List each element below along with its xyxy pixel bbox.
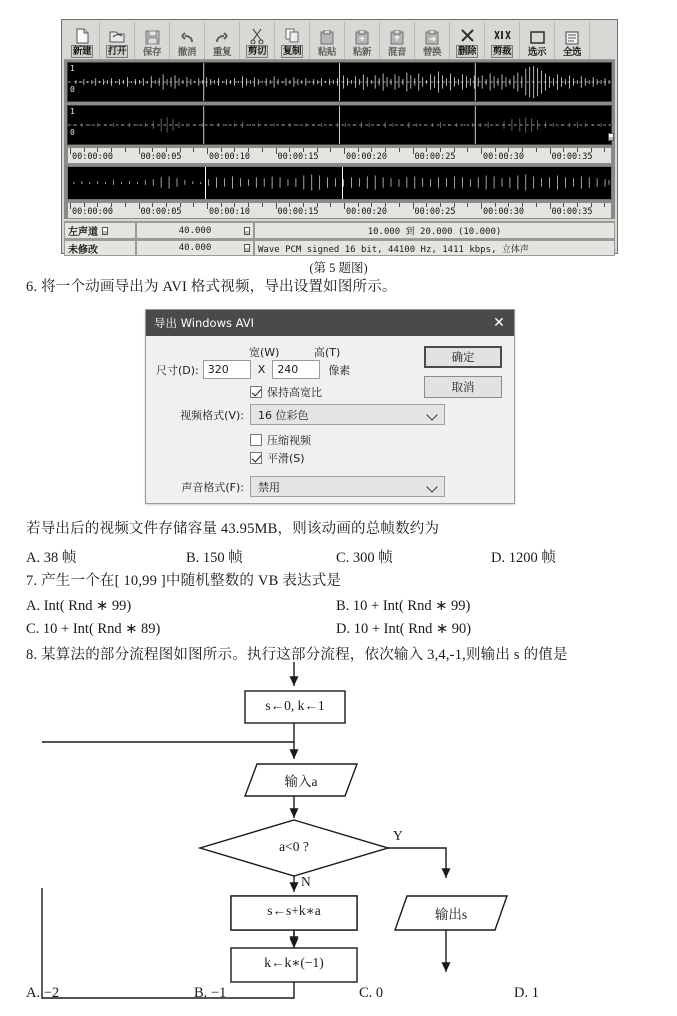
status-total-length-text: 40.000 — [178, 225, 212, 236]
timeline-ruler-overview[interactable] — [67, 202, 612, 219]
ruler-minor-tick — [467, 203, 468, 207]
wave-scale-top-left: 1 — [70, 64, 75, 73]
paste-new-icon — [354, 29, 371, 46]
question-7-stem: 7. 产生一个在[ 10,99 ]中随机整数的 VB 表达式是 — [26, 573, 342, 589]
toolbar-label-select-view: 选示 — [527, 47, 547, 58]
question-7-options-row-2 — [26, 621, 657, 638]
ruler-minor-tick — [604, 203, 605, 207]
audio-editor-window — [61, 19, 618, 254]
ruler-major-tick — [70, 148, 71, 154]
toolbar-button-paste-new[interactable] — [345, 22, 380, 59]
checkbox-box-icon — [250, 434, 262, 446]
resize-grip-icon — [102, 227, 108, 235]
ok-button[interactable]: 确定 — [424, 346, 502, 368]
pixel-unit-label: 像素 — [328, 363, 351, 377]
select-all-icon — [564, 29, 581, 46]
audio-format-select[interactable] — [250, 476, 445, 497]
ruler-minor-tick — [193, 148, 194, 152]
keep-aspect-ratio-checkbox[interactable] — [250, 384, 322, 400]
toolbar-button-redo[interactable] — [205, 22, 240, 59]
trim-icon — [494, 27, 511, 44]
dialog-body — [146, 336, 514, 503]
chevron-down-icon — [428, 482, 438, 492]
overview-selection-start-marker — [205, 167, 206, 199]
resize-grip-icon — [244, 227, 250, 235]
ruler-major-tick — [550, 148, 551, 154]
video-format-select[interactable] — [250, 404, 445, 425]
ruler-major-tick — [481, 203, 482, 209]
keep-aspect-ratio-label: 保持高宽比 — [267, 386, 322, 399]
ruler-minor-tick — [330, 203, 331, 207]
width-column-header: 宽(W) — [249, 346, 280, 359]
toolbar-button-new[interactable] — [65, 22, 100, 59]
status-file-length — [136, 240, 254, 256]
toolbar-label-paste-new: 粘新 — [352, 47, 372, 58]
paste-icon — [319, 29, 336, 46]
toolbar-label-redo: 重复 — [212, 47, 232, 58]
width-input[interactable]: 320 — [203, 360, 251, 379]
ruler-time-label: 00:00:05 — [140, 152, 182, 162]
replace-icon — [424, 29, 441, 46]
status-channel — [64, 222, 136, 239]
toolbar-button-replace[interactable] — [415, 22, 450, 59]
question-8-option-d: D. 1 — [514, 985, 539, 1001]
avi-export-dialog — [145, 309, 515, 504]
toolbar-label-paste: 粘贴 — [317, 47, 337, 58]
toolbar-button-paste[interactable] — [310, 22, 345, 59]
ruler-time-label: 00:00:15 — [277, 152, 319, 162]
ruler-major-tick — [413, 203, 414, 209]
dialog-title-text: 导出 Windows AVI — [154, 316, 255, 330]
status-bar — [64, 221, 615, 256]
ruler-minor-tick — [330, 148, 331, 152]
save-disk-icon — [144, 29, 161, 46]
question-6-option-d: D. 1200 帧 — [491, 550, 556, 566]
question-6-options — [26, 546, 657, 567]
open-folder-icon — [109, 27, 126, 44]
waveform-channel-left[interactable] — [67, 62, 612, 102]
height-column-header: 高(T) — [314, 346, 341, 359]
height-input[interactable]: 240 — [272, 360, 320, 379]
toolbar-button-save[interactable] — [135, 22, 170, 59]
question-6-followup: 若导出后的视频文件存储容量 43.95MB，则该动画的总帧数约为 — [26, 521, 440, 537]
new-file-icon — [74, 27, 91, 44]
smooth-checkbox[interactable] — [250, 450, 305, 466]
toolbar-label-cut: 剪切 — [247, 46, 267, 57]
smooth-label: 平滑(S) — [267, 452, 305, 465]
toolbar-button-open[interactable] — [100, 22, 135, 59]
ruler-major-tick — [550, 203, 551, 209]
waveform-overview[interactable] — [67, 166, 612, 200]
toolbar-label-replace: 替换 — [422, 47, 442, 58]
ruler-minor-tick — [262, 148, 263, 152]
ruler-time-label: 00:00:25 — [414, 207, 456, 217]
question-7-option-a: A. Int( Rnd ∗ 99) — [26, 598, 132, 614]
toolbar-label-open: 打开 — [107, 46, 127, 57]
ruler-major-tick — [207, 148, 208, 154]
toolbar-button-select-view[interactable] — [520, 22, 555, 59]
compress-video-checkbox[interactable] — [250, 432, 311, 448]
question-8-stem: 8. 某算法的部分流程图如图所示。执行这部分流程，依次输入 3,4,-1,则输出 s 的值是 — [26, 647, 568, 663]
ruler-time-label: 00:00:10 — [209, 207, 250, 217]
flow-node-input: 输入a — [284, 774, 318, 789]
checkbox-box-icon — [250, 452, 262, 464]
ruler-time-label: 00:00:35 — [551, 207, 593, 217]
question-8-option-c: C. 0 — [359, 985, 384, 1001]
ruler-minor-tick — [536, 148, 537, 152]
status-selection — [254, 222, 615, 239]
question-7-option-d: D. 10 + Int( Rnd ∗ 90) — [336, 621, 472, 637]
ruler-time-label: 00:00:25 — [414, 152, 456, 162]
status-selection-text: 10.000 到 20.000 (10.000) — [367, 227, 502, 237]
question-8-option-b: B. −1 — [194, 985, 227, 1001]
flow-branch-yes-label: Y — [393, 828, 403, 843]
copy-icon — [284, 27, 301, 44]
question-6-stem: 6. 将一个动画导出为 AVI 格式视频，导出设置如图所示。 — [26, 279, 397, 295]
chevron-down-icon — [428, 410, 438, 420]
resize-grip-icon — [244, 244, 250, 252]
audio-format-value: 禁用 — [258, 480, 280, 494]
ruler-major-tick — [139, 148, 140, 154]
question-7-option-c: C. 10 + Int( Rnd ∗ 89) — [26, 621, 161, 637]
status-audio-format-text: Wave PCM signed 16 bit, 44100 Hz, 1411 kbps, 立体声 — [258, 244, 529, 255]
status-channel-text: 左声道 — [68, 227, 98, 238]
ruler-time-label: 00:00:30 — [483, 207, 524, 217]
toolbar-button-cut[interactable] — [240, 22, 275, 59]
ruler-minor-tick — [467, 148, 468, 152]
audio-editor-toolbar — [64, 22, 615, 60]
toolbar-label-trim: 剪裁 — [492, 46, 512, 57]
toolbar-button-trim[interactable] — [485, 22, 520, 59]
question-8-flowchart — [26, 660, 651, 980]
undo-arrow-icon — [179, 29, 196, 46]
flow-node-output: 输出s — [434, 907, 468, 922]
ruler-minor-tick — [262, 203, 263, 207]
ruler-major-tick — [139, 203, 140, 209]
ruler-minor-tick — [399, 148, 400, 152]
toolbar-button-mix[interactable] — [380, 22, 415, 59]
status-total-length — [136, 222, 254, 239]
ruler-time-label: 00:00:20 — [346, 207, 387, 217]
delete-x-icon — [459, 27, 476, 44]
redo-arrow-icon — [214, 29, 231, 46]
waveform-area — [64, 60, 615, 219]
ruler-minor-tick — [399, 203, 400, 207]
flow-node-condition: a<0 ? — [279, 839, 309, 854]
compress-video-label: 压缩视频 — [267, 434, 311, 447]
toolbar-button-undo[interactable] — [170, 22, 205, 59]
question-7-option-b: B. 10 + Int( Rnd ∗ 99) — [336, 598, 471, 614]
question-8-options — [26, 985, 657, 1002]
select-view-icon — [529, 29, 546, 46]
wave-scale-bottom-right: 0 — [70, 128, 75, 137]
ruler-time-label: 00:00:35 — [551, 152, 593, 162]
ruler-major-tick — [344, 148, 345, 154]
toolbar-button-select-all[interactable] — [555, 22, 590, 59]
waveform-channel-right[interactable] — [67, 105, 612, 145]
close-icon[interactable]: ✕ — [493, 315, 505, 331]
ruler-time-label: 00:00:20 — [346, 152, 387, 162]
ruler-major-tick — [344, 203, 345, 209]
question-6-option-a: A. 38 帧 — [26, 550, 77, 566]
flow-node-flip: k←k∗(−1) — [264, 955, 324, 970]
status-row-bottom — [64, 239, 615, 256]
ruler-major-tick — [276, 148, 277, 154]
size-label: 尺寸(D): — [156, 363, 199, 377]
overview-selection-end-marker — [342, 167, 343, 199]
question-7-options-row-1 — [26, 598, 657, 615]
ruler-minor-tick — [125, 148, 126, 152]
wave-scale-bottom-left: 0 — [70, 85, 75, 94]
flow-branch-no-label: N — [301, 874, 311, 889]
mix-paste-icon — [389, 29, 406, 46]
status-audio-format — [254, 240, 615, 256]
ruler-time-label: 00:00:05 — [140, 207, 182, 217]
ruler-time-label: 00:00:10 — [209, 152, 250, 162]
toolbar-label-copy: 复制 — [282, 46, 302, 57]
video-format-value: 16 位彩色 — [258, 408, 309, 422]
audio-format-row — [156, 476, 445, 497]
figure-caption-5: (第 5 题图) — [309, 261, 368, 275]
question-6-option-b: B. 150 帧 — [186, 550, 243, 566]
ruler-time-label: 00:00:00 — [72, 152, 113, 162]
timeline-ruler-main[interactable] — [67, 147, 612, 164]
video-format-label: 视频格式(V): — [180, 408, 244, 422]
ruler-minor-tick — [193, 203, 194, 207]
cancel-button[interactable]: 取消 — [424, 376, 502, 398]
ruler-major-tick — [481, 148, 482, 154]
question-6-option-c: C. 300 帧 — [336, 550, 393, 566]
scissors-icon — [249, 27, 266, 44]
toolbar-label-new: 新建 — [72, 46, 92, 57]
ruler-major-tick — [70, 203, 71, 209]
ruler-time-label: 00:00:15 — [277, 207, 319, 217]
status-modified-text: 未修改 — [68, 244, 98, 256]
flow-node-accumulate: s←s+k∗a — [267, 903, 321, 918]
question-8-option-a: A. −2 — [26, 985, 60, 1001]
status-row-top — [64, 222, 615, 239]
wave-scale-top-right: 1 — [70, 107, 75, 116]
toolbar-label-undo: 撤消 — [177, 47, 197, 58]
ruler-minor-tick — [604, 148, 605, 152]
ruler-minor-tick — [536, 203, 537, 207]
ruler-major-tick — [207, 203, 208, 209]
ruler-major-tick — [276, 203, 277, 209]
checkbox-box-icon — [250, 386, 262, 398]
toolbar-label-save: 保存 — [142, 47, 162, 58]
dimension-separator: X — [257, 363, 266, 376]
toolbar-label-delete: 删除 — [457, 46, 477, 57]
size-row — [156, 360, 350, 379]
video-format-row — [156, 404, 445, 425]
toolbar-button-delete[interactable] — [450, 22, 485, 59]
audio-format-label: 声音格式(F): — [181, 480, 244, 494]
ruler-minor-tick — [125, 203, 126, 207]
ruler-time-label: 00:00:00 — [72, 207, 113, 217]
flow-node-init: s←0, k←1 — [265, 698, 325, 713]
status-file-length-text: 40.000 — [178, 243, 212, 253]
toolbar-label-select-all: 全选 — [562, 47, 582, 58]
dialog-title-bar — [146, 310, 514, 336]
toolbar-button-copy[interactable] — [275, 22, 310, 59]
ruler-time-label: 00:00:30 — [483, 152, 524, 162]
toolbar-label-mix: 混音 — [387, 47, 407, 58]
ruler-major-tick — [413, 148, 414, 154]
status-modified — [64, 240, 136, 256]
